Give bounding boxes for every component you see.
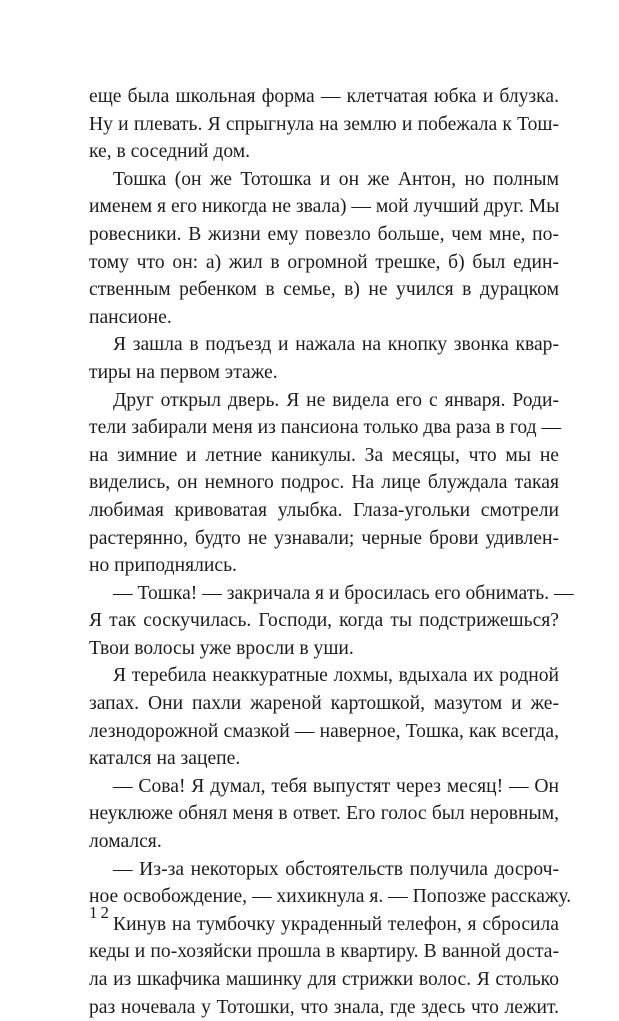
text-line: виделись, он немного подрос. На лице блуждала такая (89, 472, 559, 494)
text-line: — Тошка! — закричала я и бросилась его обнимать. — (113, 582, 574, 604)
text-line: на зимние и летние каникулы. За месяцы, что мы не (89, 444, 559, 466)
text-line: Я так соскучилась. Господи, когда ты подстрижешься? (89, 610, 559, 632)
text-line: тиры на первом этаже. (89, 361, 278, 383)
text-line: тели забирали меня из пансиона только два раза в год — (89, 417, 562, 439)
text-line: тому что он: а) жил в огромной трешке, б) был един- (89, 251, 559, 273)
text-line: Друг открыл дверь. Я не видела его с января. Роди- (113, 389, 559, 411)
text-line: катался на зацепе. (89, 748, 241, 770)
text-line: но приподнялись. (89, 555, 237, 577)
text-line: ломался. (89, 831, 162, 853)
text-line: Я зашла в подъезд и нажала на кнопку звонка квар- (113, 334, 559, 356)
text-line: кеды и по-хозяйски прошла в квартиру. В ванной доста- (89, 941, 559, 963)
text-line: растерянно, будто не узнавали; черные брови удивлен- (89, 527, 559, 549)
text-line: ровесники. В жизни ему повезло больше, чем мне, по- (89, 223, 559, 245)
text-line: ное освобождение, — хихикнула я. — Попозже расскажу. (89, 886, 572, 908)
text-line: раз ночевала у Тотошки, что знала, где здесь что лежит. (89, 996, 559, 1018)
text-line: — Сова! Я думал, тебя выпустят через месяц! — Он (113, 775, 559, 797)
page-number: 12 (89, 903, 112, 922)
page-body (89, 83, 574, 1021)
text-line: ла из шкафчика машинку для стрижки волос. Я столько (89, 969, 559, 990)
text-line: — Из-за некоторых обстоятельств получила досроч- (113, 858, 559, 880)
text-line: Тошка (он же Тотошка и он же Антон, но полным (113, 168, 559, 190)
text-line: Ну и плевать. Я спрыгнула на землю и побежала к Тош- (89, 113, 559, 135)
text-line: неуклюже обнял меня в ответ. Его голос был неровным, (89, 803, 559, 825)
text-line: любимая кривоватая улыбка. Глаза-угольки смотрели (89, 499, 559, 521)
text-line: именем я его никогда не звала) — мой лучший друг. Мы (89, 196, 560, 218)
text-line: Кинув на тумбочку украденный телефон, я сбросила (113, 913, 559, 935)
text-line: ственным ребенком в семье, в) не учился в дурацком (89, 279, 559, 301)
text-line: еще была школьная форма — клетчатая юбка и блузка. (89, 86, 559, 107)
text-line: ке, в соседний дом. (89, 141, 251, 163)
text-line: пансионе. (89, 306, 172, 328)
text-line: запах. Они пахли жареной картошкой, мазутом и же- (89, 693, 559, 715)
text-line: лезнодорожной смазкой — наверное, Тошка, как всегда, (89, 720, 559, 742)
text-line: Твои волосы уже вросли в уши. (89, 637, 354, 659)
text-line: Я теребила неаккуратные лохмы, вдыхала их родной (113, 665, 559, 687)
